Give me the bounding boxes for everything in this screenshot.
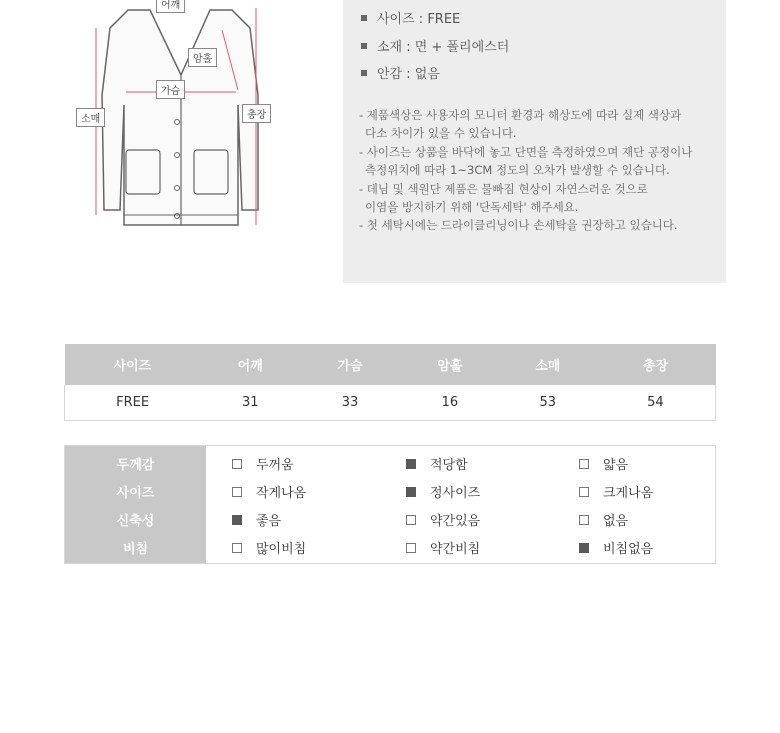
note-line: 다소 차이가 있을 수 있습니다. [365, 126, 517, 141]
cell-size: FREE [65, 385, 201, 421]
option-label: 정사이즈 [430, 486, 481, 501]
care-notes [359, 106, 719, 235]
header-shoulder: 어깨 [200, 344, 300, 385]
label-sheerness: 비침 [122, 542, 149, 557]
size-table-header [65, 344, 716, 385]
note-line: 측정위치에 따라 1~3CM 정도의 오차가 발생할 수 있습니다. [365, 163, 670, 178]
checked-box-icon [232, 515, 242, 525]
option-label: 비침없음 [603, 542, 654, 557]
spec-material [361, 36, 509, 55]
shoulder-tag: 어깨 [156, 0, 185, 13]
cell-sleeve: 53 [500, 385, 596, 421]
option-thick [232, 454, 294, 473]
cell-armhole: 16 [400, 385, 500, 421]
checkbox-icon [579, 459, 589, 469]
bullet-icon [361, 15, 367, 21]
checkbox-icon [232, 543, 242, 553]
checkbox-icon [232, 459, 242, 469]
checkbox-icon [406, 543, 416, 553]
checkbox-icon [232, 487, 242, 497]
option-label: 약간비침 [430, 542, 481, 557]
fit-evaluation-grid [64, 445, 716, 564]
evaluation-labels [65, 446, 206, 563]
option-thin [579, 454, 628, 473]
option-label: 많이비침 [256, 542, 307, 557]
header-chest: 가슴 [300, 344, 400, 385]
cardigan-measurement-diagram [60, 0, 300, 240]
spec-lining [361, 63, 440, 82]
armhole-tag: 암홀 [188, 48, 217, 67]
product-info-box [343, 0, 726, 283]
checkbox-icon [579, 515, 589, 525]
option-runs-small [232, 482, 306, 501]
option-stretch-some [406, 510, 480, 529]
bullet-icon [361, 43, 367, 49]
label-thickness: 두께감 [116, 458, 155, 473]
length-tag: 총장 [242, 104, 271, 123]
header-sleeve: 소매 [500, 344, 596, 385]
spec-lining-text: 안감 : 없음 [377, 67, 440, 82]
size-table [64, 344, 716, 421]
cell-shoulder: 31 [200, 385, 300, 421]
cell-length: 54 [596, 385, 716, 421]
option-label: 크게나옴 [603, 486, 654, 501]
option-stretch-good [232, 510, 281, 529]
table-row [65, 385, 716, 421]
note-line: 이염을 방지하기 위해 '단독세탁' 해주세요. [365, 200, 579, 215]
option-label: 좋음 [256, 514, 282, 529]
chest-tag: 가슴 [156, 80, 185, 99]
header-length: 총장 [596, 344, 716, 385]
spec-size-text: 사이즈 : FREE [377, 12, 461, 27]
spec-size [361, 8, 460, 27]
option-label: 없음 [603, 514, 629, 529]
note-line: - 제품색상은 사용자의 모니터 환경과 해상도에 따라 실제 색상과 [359, 108, 682, 122]
header-armhole: 암홀 [400, 344, 500, 385]
label-size: 사이즈 [116, 486, 155, 501]
checked-box-icon [579, 543, 589, 553]
option-label: 작게나옴 [256, 486, 307, 501]
option-medium [406, 454, 468, 473]
bullet-icon [361, 70, 367, 76]
checkbox-icon [406, 515, 416, 525]
option-sheer-none [579, 538, 653, 557]
option-runs-large [579, 482, 653, 501]
option-true-size [406, 482, 480, 501]
option-stretch-none [579, 510, 628, 529]
cell-chest: 33 [300, 385, 400, 421]
note-line: - 사이즈는 상품을 바닥에 놓고 단면을 측정하였으며 재단 공정이나 [359, 144, 693, 159]
header-size: 사이즈 [65, 344, 201, 385]
option-label: 두꺼움 [256, 458, 294, 473]
checked-box-icon [406, 487, 416, 497]
spec-material-text: 소재 : 면 + 폴리에스터 [377, 40, 510, 55]
option-sheer-some [406, 538, 480, 557]
label-stretch: 신축성 [116, 514, 155, 529]
note-line: - 데님 및 색원단 제품은 물빠짐 현상이 자연스러운 것으로 [359, 181, 648, 196]
option-label: 얇음 [603, 458, 629, 473]
option-sheer-high [232, 538, 306, 557]
option-label: 약간있음 [430, 514, 481, 529]
sleeve-tag: 소매 [76, 108, 105, 127]
checked-box-icon [406, 459, 416, 469]
checkbox-icon [579, 487, 589, 497]
option-label: 적당함 [430, 458, 468, 473]
note-line: - 첫 세탁시에는 드라이클리닝이나 손세탁을 권장하고 있습니다. [359, 218, 678, 233]
